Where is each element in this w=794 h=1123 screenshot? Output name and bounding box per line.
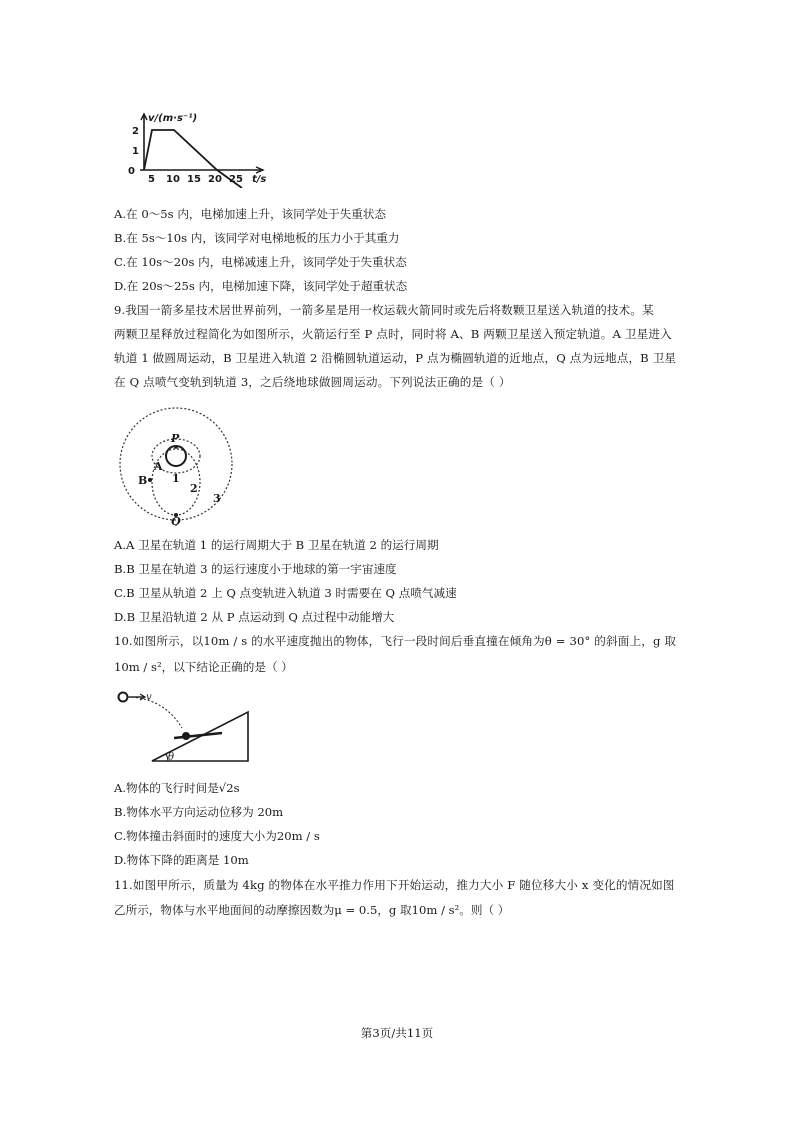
trajectory — [128, 697, 182, 728]
vt-xtick-25: 25 — [229, 174, 243, 185]
label-3: 3 — [213, 492, 221, 505]
q8-option-c: C.在 10s～20s 内，电梯减速上升，该同学处于失重状态 — [114, 255, 407, 269]
velocity-label: v — [146, 692, 152, 703]
vt-ylabel: v/(m·s⁻¹) — [148, 113, 198, 124]
label-1: 1 — [172, 472, 180, 485]
q9-stem-line-4: 在 Q 点喷气变轨到轨道 3，之后绕地球做圆周运动。下列说法正确的是（ ） — [114, 375, 511, 389]
q9-stem-line-1: 9.我国一箭多星技术居世界前列，一箭多星是用一枚运载火箭同时或先后将数颗卫星送入轨道的技术。某 — [114, 303, 654, 317]
q9-option-b: B.B 卫星在轨道 3 的运行速度小于地球的第一宇宙速度 — [114, 562, 397, 576]
q9-stem-line-3: 轨道 1 做圆周运动，B 卫星进入轨道 2 沿椭圆轨道运动，P 点为椭圆轨道的近地点，Q 点为远地点，B 卫星 — [114, 351, 677, 365]
vt-ytick-2: 2 — [132, 126, 139, 137]
vt-xtick-15: 15 — [187, 174, 201, 185]
q11-stem-line-1: 11.如图甲所示，质量为 4kg 的物体在水平推力作用下开始运动，推力大小 F 随位移大小 x 变化的情况如图 — [114, 878, 675, 892]
ball-impact — [182, 732, 190, 740]
q9-option-a: A.A 卫星在轨道 1 的运行周期大于 B 卫星在轨道 2 的运行周期 — [114, 538, 439, 552]
label-b: B — [138, 474, 148, 487]
q9-stem-line-2: 两颗卫星释放过程简化为如图所示，火箭运行至 P 点时，同时将 A、B 两颗卫星送入预定轨道。A 卫星进入 — [114, 327, 672, 341]
q10-option-d: D.物体下降的距离是 10m — [114, 853, 249, 867]
label-p: P — [171, 432, 180, 445]
q8-option-b: B.在 5s～10s 内，该同学对电梯地板的压力小于其重力 — [114, 231, 400, 245]
q10-stem-line-1: 10.如图所示，以10m / s 的水平速度抛出的物体，飞行一段时间后垂直撞在倾角为θ = 30° 的斜面上，g 取 — [114, 634, 677, 648]
incline-figure — [114, 688, 254, 766]
q10-stem-line-2: 10m / s²，以下结论正确的是（ ） — [114, 660, 293, 674]
label-a: A — [154, 460, 163, 473]
q10-option-c: C.物体撞击斜面时的速度大小为20m / s — [114, 829, 320, 843]
satellite-b-dot — [148, 478, 152, 482]
point-p-dot — [174, 445, 178, 449]
vt-xtick-20: 20 — [208, 174, 222, 185]
vt-xtick-5: 5 — [148, 174, 155, 185]
orbit-figure — [114, 404, 244, 526]
q9-option-c: C.B 卫星从轨道 2 上 Q 点变轨进入轨道 3 时需要在 Q 点喷气减速 — [114, 586, 457, 600]
vt-ytick-0: 0 — [128, 166, 135, 177]
incline — [152, 712, 248, 761]
q9-option-d: D.B 卫星沿轨道 2 从 P 点运动到 Q 点过程中动能增大 — [114, 610, 395, 624]
vt-ytick-1: 1 — [132, 146, 139, 157]
page-footer: 第3页/共11页 — [360, 1026, 434, 1040]
angle-label: θ — [168, 752, 175, 763]
q10-option-a: A.物体的飞行时间是√2s — [114, 781, 240, 795]
vt-xlabel: t/s — [252, 174, 267, 185]
label-q: Q — [171, 515, 181, 526]
vt-graph-figure — [112, 110, 282, 188]
q11-stem-line-2: 乙所示，物体与水平地面间的动摩擦因数为μ = 0.5，g 取10m / s²。则（ ） — [114, 903, 510, 917]
earth — [166, 446, 186, 466]
q10-option-b: B.物体水平方向运动位移为 20m — [114, 805, 284, 819]
q8-option-d: D.在 20s～25s 内，电梯加速下降，该同学处于超重状态 — [114, 279, 408, 293]
ball-start — [119, 693, 128, 702]
vt-xtick-10: 10 — [166, 174, 180, 185]
label-2: 2 — [190, 482, 198, 495]
q8-option-a: A.在 0～5s 内，电梯加速上升，该同学处于失重状态 — [114, 207, 387, 221]
